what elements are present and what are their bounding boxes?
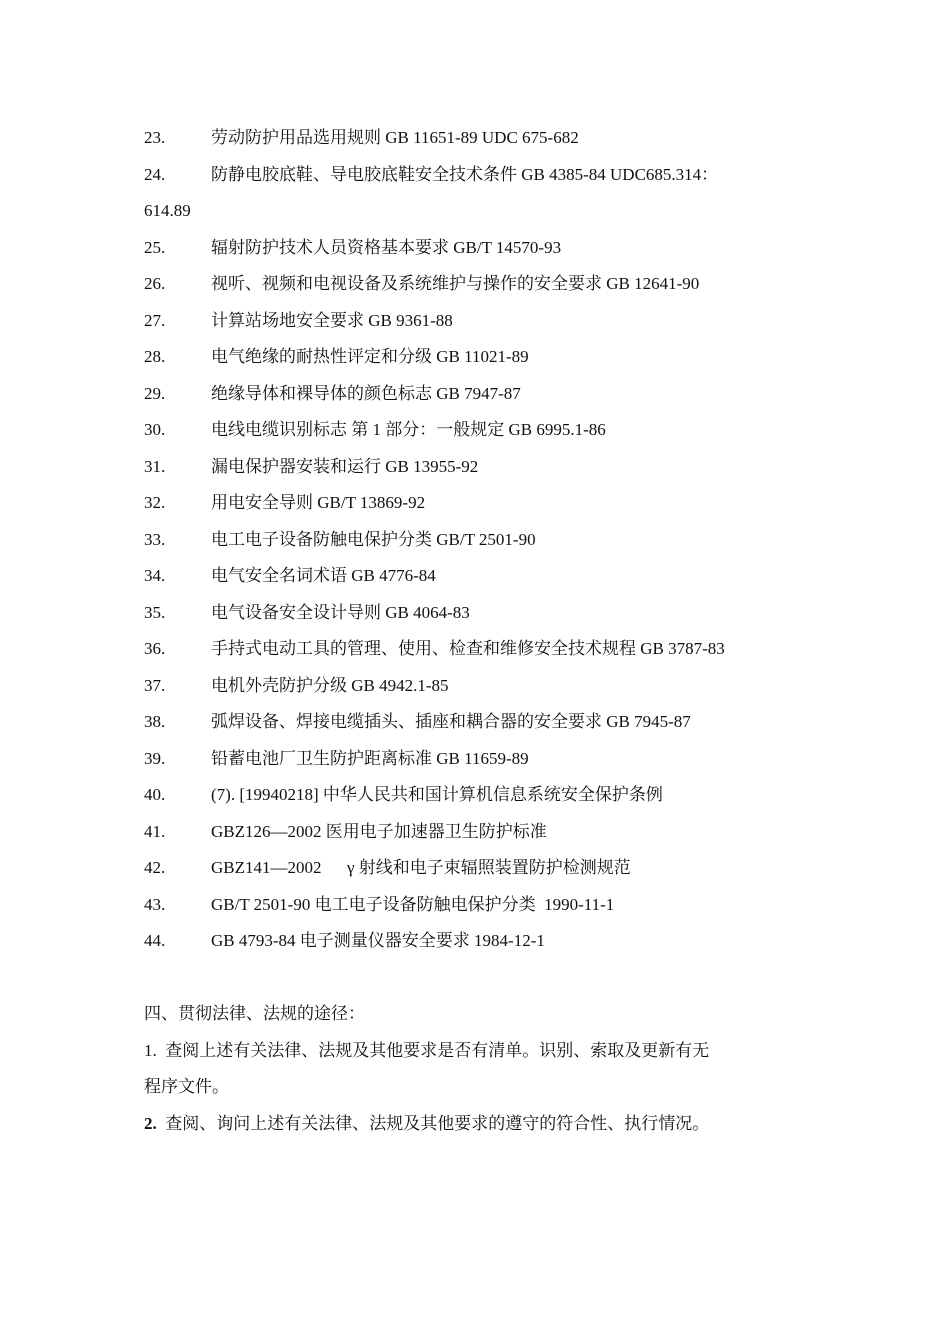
list-item — [144, 266, 814, 303]
item-number: 40. — [144, 785, 166, 804]
item-number: 25. — [144, 237, 166, 257]
document-content — [144, 120, 814, 1142]
item-text: 漏电保护器安装和运行 GB 13955-92 — [211, 456, 479, 476]
list-item — [144, 741, 814, 778]
item-text: GB/T 2501-90 电工电子设备防触电保护分类 1990-11-1 — [211, 894, 615, 914]
item-number: 39. — [144, 748, 166, 768]
item-number: 31. — [144, 456, 166, 476]
section-heading: 四、贯彻法律、法规的途径： — [144, 1004, 365, 1023]
list-item — [144, 558, 814, 595]
item-number: 33. — [144, 529, 166, 549]
item-number: 36. — [144, 639, 166, 658]
item-number: 27. — [144, 310, 166, 330]
step-continuation: 程序文件。 — [144, 1077, 229, 1096]
item-number: 41. — [144, 821, 166, 841]
item-text: 手持式电动工具的管理、使用、检查和维修安全技术规程 GB 3787-83 — [211, 639, 725, 658]
item-text: 弧焊设备、焊接电缆插头、插座和耦合器的安全要求 GB 7945-87 — [211, 712, 691, 731]
list-item — [144, 339, 814, 376]
step-text: 查阅上述有关法律、法规及其他要求是否有清单。识别、索取及更新有无 — [165, 1040, 710, 1060]
item-text: 电机外壳防护分级 GB 4942.1-85 — [211, 675, 449, 695]
step-item — [144, 1106, 814, 1143]
item-text: GBZ126—2002 医用电子加速器卫生防护标准 — [211, 821, 547, 841]
list-item — [144, 923, 814, 960]
item-text: 视听、视频和电视设备及系统维护与操作的安全要求 GB 12641-90 — [211, 274, 700, 293]
item-number: 30. — [144, 420, 166, 439]
item-number: 44. — [144, 931, 166, 950]
item-text: GB 4793-84 电子测量仪器安全要求 1984-12-1 — [211, 931, 545, 950]
item-number: 42. — [144, 858, 166, 877]
list-item — [144, 157, 814, 194]
item-text: 防静电胶底鞋、导电胶底鞋安全技术条件 GB 4385-84 UDC685.314： — [211, 164, 719, 184]
item-number: 35. — [144, 602, 166, 622]
list-item — [144, 230, 814, 267]
item-number: 34. — [144, 566, 166, 585]
item-text: GBZ141—2002 γ 射线和电子束辐照装置防护检测规范 — [211, 858, 631, 877]
list-item — [144, 485, 814, 522]
item-text: 电气设备安全设计导则 GB 4064-83 — [211, 602, 470, 622]
list-item — [144, 668, 814, 705]
list-item — [144, 303, 814, 340]
list-item — [144, 522, 814, 559]
list-item — [144, 777, 814, 814]
item-text: 电工电子设备防触电保护分类 GB/T 2501-90 — [211, 529, 536, 549]
item-text: 电气绝缘的耐热性评定和分级 GB 11021-89 — [211, 347, 529, 366]
item-number: 43. — [144, 894, 166, 914]
item-number: 32. — [144, 493, 166, 512]
list-item — [144, 595, 814, 632]
item-text: 计算站场地安全要求 GB 9361-88 — [211, 310, 453, 330]
item-number: 23. — [144, 128, 166, 147]
list-item — [144, 412, 814, 449]
list-item — [144, 850, 814, 887]
list-item — [144, 449, 814, 486]
item-text: 铅蓄电池厂卫生防护距离标准 GB 11659-89 — [211, 748, 529, 768]
item-text: 电气安全名词术语 GB 4776-84 — [211, 566, 436, 585]
item-text: 辐射防护技术人员资格基本要求 GB/T 14570-93 — [211, 237, 562, 257]
list-item — [144, 631, 814, 668]
list-item — [144, 960, 814, 997]
list-item — [144, 887, 814, 924]
item-text: 电线电缆识别标志 第 1 部分：一般规定 GB 6995.1-86 — [211, 420, 606, 439]
step-number: 1. — [144, 1040, 157, 1060]
item-number: 38. — [144, 712, 166, 731]
item-text: 用电安全导则 GB/T 13869-92 — [211, 493, 426, 512]
step-item — [144, 1033, 814, 1070]
item-text: 绝缘导体和裸导体的颜色标志 GB 7947-87 — [211, 383, 521, 403]
item-number: 24. — [144, 164, 166, 184]
item-number: 37. — [144, 675, 166, 695]
list-item — [144, 814, 814, 851]
item-number: 26. — [144, 274, 166, 293]
item-text: 劳动防护用品选用规则 GB 11651-89 UDC 675-682 — [211, 128, 579, 147]
item-number: 28. — [144, 347, 166, 366]
item-continuation: 614.89 — [144, 201, 191, 220]
list-item — [144, 704, 814, 741]
item-text: (7). [19940218] 中华人民共和国计算机信息系统安全保护条例 — [211, 785, 663, 804]
list-item — [144, 120, 814, 157]
list-item — [144, 376, 814, 413]
step-text: 查阅、询问上述有关法律、法规及其他要求的遵守的符合性、执行情况。 — [165, 1113, 710, 1133]
item-number: 29. — [144, 383, 166, 403]
step-number: 2. — [144, 1113, 157, 1133]
